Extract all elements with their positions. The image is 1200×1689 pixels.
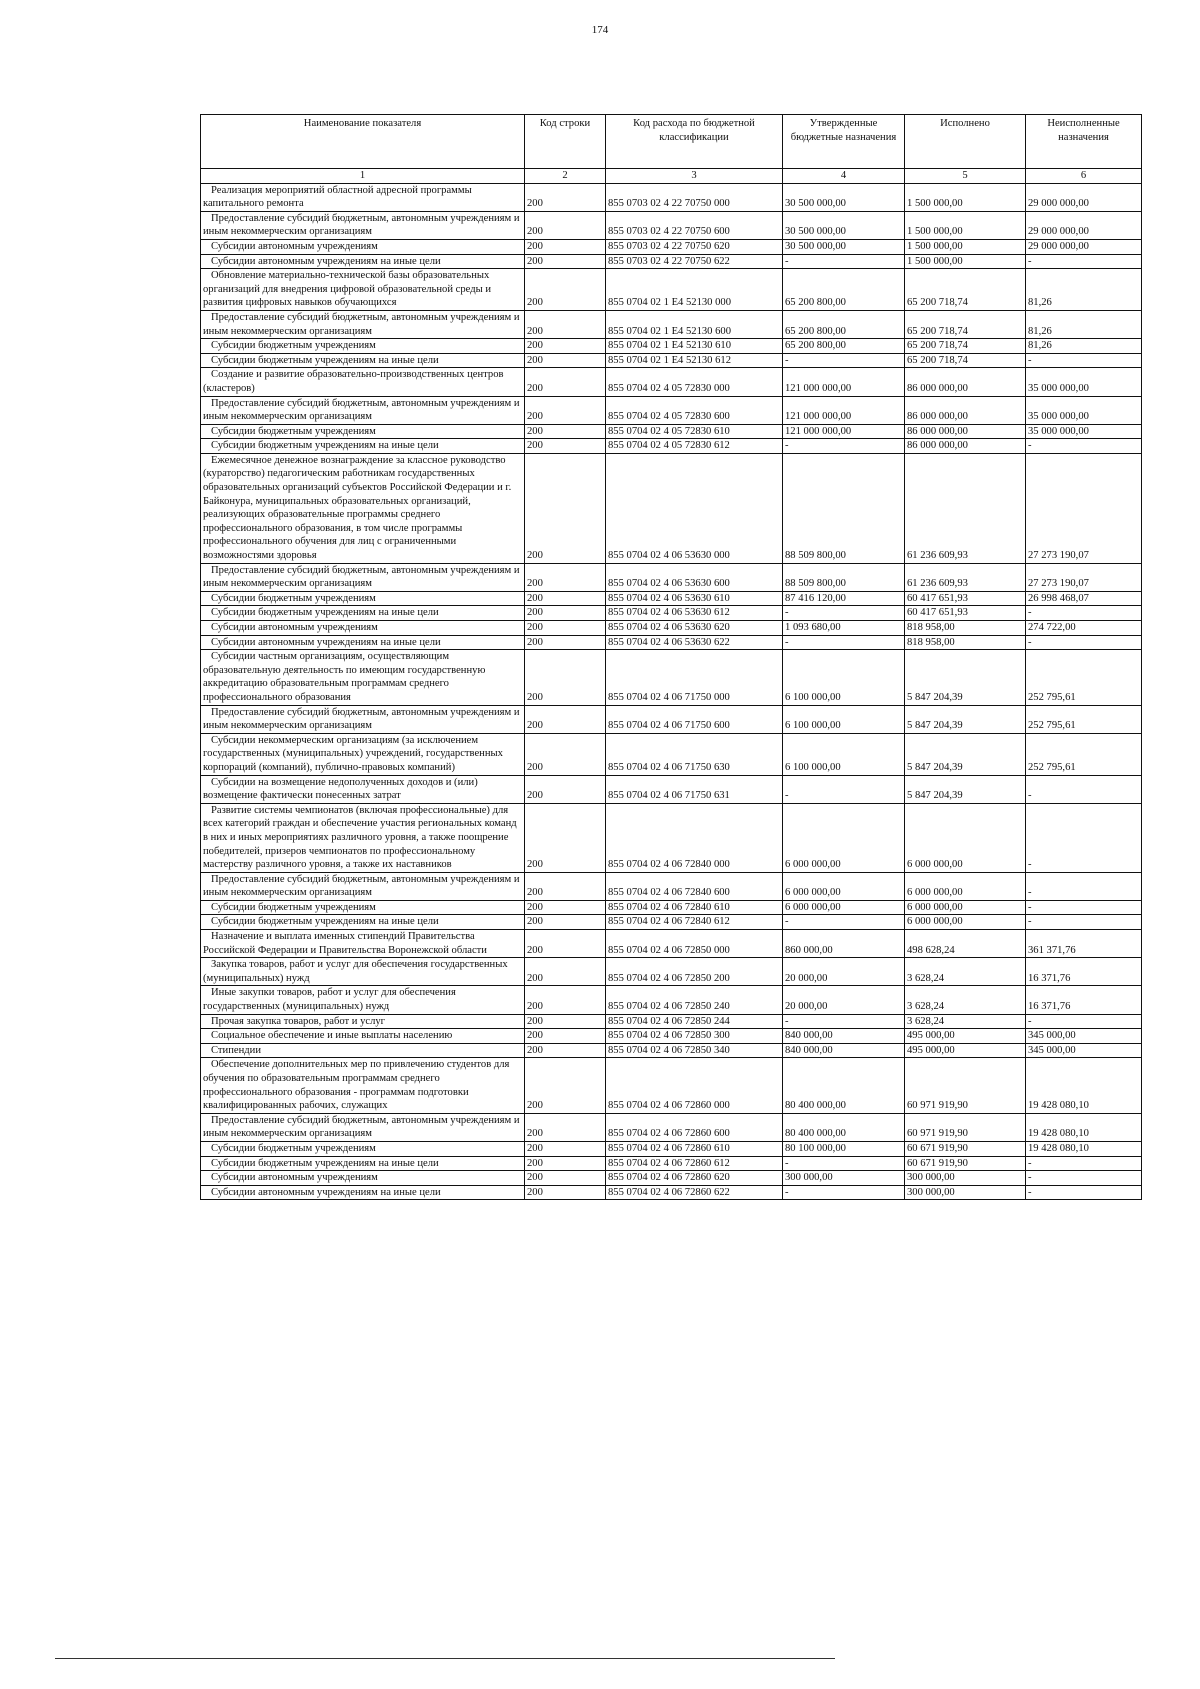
expense-code: 855 0704 02 4 06 72850 300 [606, 1029, 783, 1044]
indicator-name: Субсидии бюджетным учреждениям [201, 1141, 525, 1156]
indicator-name: Обеспечение дополнительных мер по привлечению студентов для обучения по образовательным программам среднего профессионального образования - программам подготовки квалифицированных рабочих, служащих [201, 1058, 525, 1113]
expense-code: 855 0704 02 4 06 53630 612 [606, 606, 783, 621]
executed-amount: 5 847 204,39 [905, 775, 1026, 803]
unexecuted-amount: 16 371,76 [1026, 986, 1142, 1014]
indicator-name: Субсидии автономным учреждениям на иные цели [201, 254, 525, 269]
executed-amount: 1 500 000,00 [905, 211, 1026, 239]
unexecuted-amount: 26 998 468,07 [1026, 591, 1142, 606]
approved-amount: 121 000 000,00 [783, 424, 905, 439]
table-row [201, 211, 1142, 239]
approved-amount: 80 400 000,00 [783, 1058, 905, 1113]
executed-amount: 1 500 000,00 [905, 239, 1026, 254]
column-number: 4 [783, 169, 905, 184]
indicator-name: Предоставление субсидий бюджетным, автономным учреждениям и иным некоммерческим организациям [201, 1113, 525, 1141]
table-row [201, 1043, 1142, 1058]
executed-amount: 300 000,00 [905, 1171, 1026, 1186]
approved-amount: - [783, 635, 905, 650]
expense-code: 855 0704 02 4 06 72840 000 [606, 803, 783, 872]
table-row [201, 635, 1142, 650]
line-code: 200 [525, 606, 606, 621]
table-row [201, 621, 1142, 636]
executed-amount: 60 417 651,93 [905, 591, 1026, 606]
approved-amount: 30 500 000,00 [783, 239, 905, 254]
table-row [201, 803, 1142, 872]
indicator-name: Субсидии бюджетным учреждениям [201, 339, 525, 354]
approved-amount: 6 000 000,00 [783, 900, 905, 915]
unexecuted-amount: - [1026, 1014, 1142, 1029]
page-number: 174 [591, 24, 609, 36]
line-code: 200 [525, 1171, 606, 1186]
table-row [201, 310, 1142, 338]
executed-amount: 86 000 000,00 [905, 396, 1026, 424]
indicator-name: Закупка товаров, работ и услуг для обеспечения государственных (муниципальных) нужд [201, 958, 525, 986]
table-row [201, 650, 1142, 705]
indicator-name: Назначение и выплата именных стипендий Правительства Российской Федерации и Правительства Воронежской области [201, 930, 525, 958]
indicator-name: Субсидии бюджетным учреждениям на иные цели [201, 1156, 525, 1171]
expense-code: 855 0704 02 4 06 72860 610 [606, 1141, 783, 1156]
line-code: 200 [525, 591, 606, 606]
approved-amount: 1 093 680,00 [783, 621, 905, 636]
line-code: 200 [525, 254, 606, 269]
approved-amount: 840 000,00 [783, 1029, 905, 1044]
line-code: 200 [525, 775, 606, 803]
indicator-name: Предоставление субсидий бюджетным, автономным учреждениям и иным некоммерческим организациям [201, 563, 525, 591]
expense-code: 855 0703 02 4 22 70750 620 [606, 239, 783, 254]
indicator-name: Предоставление субсидий бюджетным, автономным учреждениям и иным некоммерческим организациям [201, 211, 525, 239]
unexecuted-amount: - [1026, 872, 1142, 900]
table-row [201, 396, 1142, 424]
expense-code: 855 0704 02 4 06 53630 620 [606, 621, 783, 636]
expense-code: 855 0704 02 1 E4 52130 610 [606, 339, 783, 354]
table-row [201, 705, 1142, 733]
executed-amount: 3 628,24 [905, 1014, 1026, 1029]
unexecuted-amount: 19 428 080,10 [1026, 1113, 1142, 1141]
approved-amount: 80 400 000,00 [783, 1113, 905, 1141]
indicator-name: Субсидии автономным учреждениям на иные цели [201, 1185, 525, 1200]
line-code: 200 [525, 211, 606, 239]
column-number: 6 [1026, 169, 1142, 184]
table-row [201, 1113, 1142, 1141]
unexecuted-amount: - [1026, 1156, 1142, 1171]
executed-amount: 60 671 919,90 [905, 1156, 1026, 1171]
expense-code: 855 0703 02 4 22 70750 000 [606, 183, 783, 211]
approved-amount: 6 100 000,00 [783, 650, 905, 705]
table-row [201, 439, 1142, 454]
executed-amount: 65 200 718,74 [905, 339, 1026, 354]
table-row [201, 254, 1142, 269]
unexecuted-amount: 29 000 000,00 [1026, 239, 1142, 254]
approved-amount: - [783, 1156, 905, 1171]
unexecuted-amount: 29 000 000,00 [1026, 211, 1142, 239]
unexecuted-amount: 35 000 000,00 [1026, 424, 1142, 439]
table-row [201, 1156, 1142, 1171]
executed-amount: 5 847 204,39 [905, 733, 1026, 775]
header-indicator-name: Наименование показателя [201, 115, 525, 169]
unexecuted-amount: - [1026, 353, 1142, 368]
expense-code: 855 0704 02 4 06 53630 610 [606, 591, 783, 606]
table-row [201, 930, 1142, 958]
table-body [201, 183, 1142, 1200]
indicator-name: Субсидии бюджетным учреждениям на иные цели [201, 606, 525, 621]
unexecuted-amount: 81,26 [1026, 269, 1142, 311]
unexecuted-amount: 252 795,61 [1026, 650, 1142, 705]
approved-amount: 87 416 120,00 [783, 591, 905, 606]
approved-amount: - [783, 439, 905, 454]
table-row [201, 339, 1142, 354]
line-code: 200 [525, 915, 606, 930]
expense-code: 855 0704 02 4 06 71750 000 [606, 650, 783, 705]
line-code: 200 [525, 563, 606, 591]
line-code: 200 [525, 1141, 606, 1156]
unexecuted-amount: 27 273 190,07 [1026, 453, 1142, 563]
unexecuted-amount: 35 000 000,00 [1026, 396, 1142, 424]
line-code: 200 [525, 958, 606, 986]
table-row [201, 986, 1142, 1014]
approved-amount: 30 500 000,00 [783, 183, 905, 211]
line-code: 200 [525, 733, 606, 775]
unexecuted-amount: 274 722,00 [1026, 621, 1142, 636]
line-code: 200 [525, 803, 606, 872]
indicator-name: Субсидии автономным учреждениям [201, 621, 525, 636]
unexecuted-amount: - [1026, 803, 1142, 872]
line-code: 200 [525, 453, 606, 563]
executed-amount: 65 200 718,74 [905, 269, 1026, 311]
expense-code: 855 0704 02 4 06 72840 612 [606, 915, 783, 930]
executed-amount: 6 000 000,00 [905, 872, 1026, 900]
column-number: 5 [905, 169, 1026, 184]
line-code: 200 [525, 705, 606, 733]
expense-code: 855 0704 02 4 06 72860 620 [606, 1171, 783, 1186]
indicator-name: Субсидии бюджетным учреждениям на иные цели [201, 915, 525, 930]
approved-amount: - [783, 606, 905, 621]
indicator-name: Субсидии автономным учреждениям [201, 1171, 525, 1186]
indicator-name: Ежемесячное денежное вознаграждение за классное руководство (кураторство) педагогическим работникам государственных образовательных организаций субъектов Российской Федерации и г. Байконура, муниципальных образовательных организаций, реализующих образовательные программы среднего профессионального образования, в том числе программы профессионального обучения для лиц с ограниченными возможностями здоровья [201, 453, 525, 563]
line-code: 200 [525, 1029, 606, 1044]
executed-amount: 60 417 651,93 [905, 606, 1026, 621]
line-code: 200 [525, 239, 606, 254]
executed-amount: 818 958,00 [905, 635, 1026, 650]
executed-amount: 60 971 919,90 [905, 1113, 1026, 1141]
column-number: 3 [606, 169, 783, 184]
line-code: 200 [525, 1014, 606, 1029]
expense-code: 855 0704 02 4 06 72850 244 [606, 1014, 783, 1029]
table-row [201, 368, 1142, 396]
expense-code: 855 0704 02 4 06 71750 631 [606, 775, 783, 803]
unexecuted-amount: 29 000 000,00 [1026, 183, 1142, 211]
expense-code: 855 0704 02 4 06 72860 622 [606, 1185, 783, 1200]
indicator-name: Социальное обеспечение и иные выплаты населению [201, 1029, 525, 1044]
indicator-name: Субсидии бюджетным учреждениям на иные цели [201, 353, 525, 368]
column-number: 1 [201, 169, 525, 184]
executed-amount: 300 000,00 [905, 1185, 1026, 1200]
unexecuted-amount: - [1026, 915, 1142, 930]
line-code: 200 [525, 339, 606, 354]
table-row [201, 775, 1142, 803]
executed-amount: 1 500 000,00 [905, 254, 1026, 269]
executed-amount: 498 628,24 [905, 930, 1026, 958]
approved-amount: - [783, 1185, 905, 1200]
table-row [201, 915, 1142, 930]
indicator-name: Субсидии бюджетным учреждениям [201, 900, 525, 915]
executed-amount: 495 000,00 [905, 1043, 1026, 1058]
executed-amount: 60 671 919,90 [905, 1141, 1026, 1156]
executed-amount: 86 000 000,00 [905, 439, 1026, 454]
table-row [201, 606, 1142, 621]
approved-amount: 65 200 800,00 [783, 310, 905, 338]
approved-amount: 65 200 800,00 [783, 269, 905, 311]
approved-amount: - [783, 1014, 905, 1029]
table-row [201, 900, 1142, 915]
line-code: 200 [525, 183, 606, 211]
table-row [201, 1185, 1142, 1200]
table-row [201, 239, 1142, 254]
table-header [201, 115, 1142, 184]
expense-code: 855 0703 02 4 22 70750 622 [606, 254, 783, 269]
indicator-name: Субсидии автономным учреждениям [201, 239, 525, 254]
executed-amount: 61 236 609,93 [905, 453, 1026, 563]
unexecuted-amount: - [1026, 439, 1142, 454]
unexecuted-amount: 16 371,76 [1026, 958, 1142, 986]
expense-code: 855 0704 02 4 06 72860 612 [606, 1156, 783, 1171]
expense-code: 855 0704 02 4 06 72840 610 [606, 900, 783, 915]
indicator-name: Субсидии бюджетным учреждениям [201, 424, 525, 439]
approved-amount: 860 000,00 [783, 930, 905, 958]
table-row [201, 1058, 1142, 1113]
indicator-name: Предоставление субсидий бюджетным, автономным учреждениям и иным некоммерческим организациям [201, 872, 525, 900]
approved-amount: 6 000 000,00 [783, 872, 905, 900]
expense-code: 855 0704 02 4 06 72850 240 [606, 986, 783, 1014]
line-code: 200 [525, 396, 606, 424]
expense-code: 855 0704 02 4 06 72850 000 [606, 930, 783, 958]
unexecuted-amount: 361 371,76 [1026, 930, 1142, 958]
executed-amount: 6 000 000,00 [905, 900, 1026, 915]
expense-code: 855 0704 02 1 E4 52130 612 [606, 353, 783, 368]
approved-amount: 88 509 800,00 [783, 453, 905, 563]
indicator-name: Субсидии некоммерческим организациям (за исключением государственных (муниципальных) учреждений, государственных корпораций (компаний), публично-правовых компаний) [201, 733, 525, 775]
header-approved: Утвержденные бюджетные назначения [783, 115, 905, 169]
line-code: 200 [525, 1156, 606, 1171]
table-row [201, 353, 1142, 368]
indicator-name: Предоставление субсидий бюджетным, автономным учреждениям и иным некоммерческим организациям [201, 396, 525, 424]
indicator-name: Реализация мероприятий областной адресной программы капитального ремонта [201, 183, 525, 211]
indicator-name: Субсидии частным организациям, осуществляющим образовательную деятельность по имеющим государственную аккредитацию образовательным программам среднего профессионального образования [201, 650, 525, 705]
approved-amount: 30 500 000,00 [783, 211, 905, 239]
executed-amount: 5 847 204,39 [905, 650, 1026, 705]
unexecuted-amount: - [1026, 254, 1142, 269]
approved-amount: - [783, 775, 905, 803]
line-code: 200 [525, 310, 606, 338]
line-code: 200 [525, 1043, 606, 1058]
column-numbers-row [201, 169, 1142, 184]
approved-amount: - [783, 353, 905, 368]
approved-amount: 6 000 000,00 [783, 803, 905, 872]
approved-amount: 6 100 000,00 [783, 705, 905, 733]
line-code: 200 [525, 368, 606, 396]
expense-code: 855 0704 02 4 06 53630 000 [606, 453, 783, 563]
unexecuted-amount: - [1026, 1171, 1142, 1186]
expense-code: 855 0704 02 1 E4 52130 600 [606, 310, 783, 338]
line-code: 200 [525, 1185, 606, 1200]
line-code: 200 [525, 439, 606, 454]
expense-code: 855 0704 02 4 06 72840 600 [606, 872, 783, 900]
approved-amount: 121 000 000,00 [783, 368, 905, 396]
line-code: 200 [525, 900, 606, 915]
unexecuted-amount: 19 428 080,10 [1026, 1141, 1142, 1156]
table-row [201, 1171, 1142, 1186]
column-number: 2 [525, 169, 606, 184]
expense-code: 855 0704 02 4 06 72850 340 [606, 1043, 783, 1058]
executed-amount: 5 847 204,39 [905, 705, 1026, 733]
expense-code: 855 0704 02 4 05 72830 612 [606, 439, 783, 454]
executed-amount: 495 000,00 [905, 1029, 1026, 1044]
unexecuted-amount: 81,26 [1026, 310, 1142, 338]
expense-code: 855 0704 02 4 06 72860 000 [606, 1058, 783, 1113]
indicator-name: Создание и развитие образовательно-производственных центров (кластеров) [201, 368, 525, 396]
executed-amount: 86 000 000,00 [905, 368, 1026, 396]
expense-code: 855 0704 02 4 06 53630 600 [606, 563, 783, 591]
line-code: 200 [525, 872, 606, 900]
approved-amount: 20 000,00 [783, 986, 905, 1014]
executed-amount: 65 200 718,74 [905, 310, 1026, 338]
unexecuted-amount: - [1026, 635, 1142, 650]
header-expense-code: Код расхода по бюджетной классификации [606, 115, 783, 169]
indicator-name: Предоставление субсидий бюджетным, автономным учреждениям и иным некоммерческим организациям [201, 310, 525, 338]
indicator-name: Субсидии бюджетным учреждениям [201, 591, 525, 606]
approved-amount: 88 509 800,00 [783, 563, 905, 591]
executed-amount: 3 628,24 [905, 958, 1026, 986]
executed-amount: 3 628,24 [905, 986, 1026, 1014]
executed-amount: 65 200 718,74 [905, 353, 1026, 368]
expense-code: 855 0704 02 4 06 53630 622 [606, 635, 783, 650]
unexecuted-amount: 81,26 [1026, 339, 1142, 354]
approved-amount: 300 000,00 [783, 1171, 905, 1186]
table-row [201, 872, 1142, 900]
approved-amount: 80 100 000,00 [783, 1141, 905, 1156]
approved-amount: 65 200 800,00 [783, 339, 905, 354]
table-row [201, 183, 1142, 211]
line-code: 200 [525, 650, 606, 705]
unexecuted-amount: - [1026, 606, 1142, 621]
indicator-name: Предоставление субсидий бюджетным, автономным учреждениям и иным некоммерческим организациям [201, 705, 525, 733]
budget-execution-table [200, 114, 1142, 1200]
expense-code: 855 0704 02 4 05 72830 600 [606, 396, 783, 424]
indicator-name: Субсидии на возмещение недополученных доходов и (или) возмещение фактически понесенных затрат [201, 775, 525, 803]
executed-amount: 60 971 919,90 [905, 1058, 1026, 1113]
table-row [201, 1029, 1142, 1044]
header-unexecuted: Неисполненные назначения [1026, 115, 1142, 169]
expense-code: 855 0704 02 4 06 71750 600 [606, 705, 783, 733]
header-line-code: Код строки [525, 115, 606, 169]
unexecuted-amount: - [1026, 775, 1142, 803]
page-bottom-rule [55, 1658, 835, 1659]
expense-code: 855 0704 02 4 05 72830 610 [606, 424, 783, 439]
table-row [201, 269, 1142, 311]
indicator-name: Развитие системы чемпионатов (включая профессиональные) для всех категорий граждан и обеспечение участия региональных команд в них и иных мероприятиях различного уровня, а также поощрение победителей, призеров чемпионатов по профессиональному мастерству различного уровня, а также их наставников [201, 803, 525, 872]
indicator-name: Субсидии бюджетным учреждениям на иные цели [201, 439, 525, 454]
unexecuted-amount: 345 000,00 [1026, 1029, 1142, 1044]
executed-amount: 6 000 000,00 [905, 803, 1026, 872]
table-row [201, 1141, 1142, 1156]
executed-amount: 61 236 609,93 [905, 563, 1026, 591]
expense-code: 855 0704 02 4 05 72830 000 [606, 368, 783, 396]
unexecuted-amount: 19 428 080,10 [1026, 1058, 1142, 1113]
expense-code: 855 0704 02 1 E4 52130 000 [606, 269, 783, 311]
approved-amount: 6 100 000,00 [783, 733, 905, 775]
line-code: 200 [525, 621, 606, 636]
table-row [201, 563, 1142, 591]
executed-amount: 818 958,00 [905, 621, 1026, 636]
table-row [201, 733, 1142, 775]
line-code: 200 [525, 930, 606, 958]
line-code: 200 [525, 269, 606, 311]
line-code: 200 [525, 424, 606, 439]
approved-amount: - [783, 254, 905, 269]
table-row [201, 591, 1142, 606]
executed-amount: 1 500 000,00 [905, 183, 1026, 211]
expense-code: 855 0703 02 4 22 70750 600 [606, 211, 783, 239]
line-code: 200 [525, 1113, 606, 1141]
unexecuted-amount: 252 795,61 [1026, 733, 1142, 775]
indicator-name: Стипендии [201, 1043, 525, 1058]
unexecuted-amount: - [1026, 900, 1142, 915]
expense-code: 855 0704 02 4 06 72860 600 [606, 1113, 783, 1141]
executed-amount: 86 000 000,00 [905, 424, 1026, 439]
line-code: 200 [525, 635, 606, 650]
indicator-name: Иные закупки товаров, работ и услуг для обеспечения государственных (муниципальных) нужд [201, 986, 525, 1014]
executed-amount: 6 000 000,00 [905, 915, 1026, 930]
approved-amount: - [783, 915, 905, 930]
expense-code: 855 0704 02 4 06 71750 630 [606, 733, 783, 775]
unexecuted-amount: 27 273 190,07 [1026, 563, 1142, 591]
approved-amount: 121 000 000,00 [783, 396, 905, 424]
table-row [201, 1014, 1142, 1029]
unexecuted-amount: - [1026, 1185, 1142, 1200]
approved-amount: 840 000,00 [783, 1043, 905, 1058]
indicator-name: Субсидии автономным учреждениям на иные цели [201, 635, 525, 650]
table-row [201, 453, 1142, 563]
approved-amount: 20 000,00 [783, 958, 905, 986]
expense-code: 855 0704 02 4 06 72850 200 [606, 958, 783, 986]
line-code: 200 [525, 986, 606, 1014]
line-code: 200 [525, 1058, 606, 1113]
unexecuted-amount: 345 000,00 [1026, 1043, 1142, 1058]
unexecuted-amount: 252 795,61 [1026, 705, 1142, 733]
indicator-name: Обновление материально-технической базы образовательных организаций для внедрения цифровой образовательной среды и развития цифровых навыков обучающихся [201, 269, 525, 311]
indicator-name: Прочая закупка товаров, работ и услуг [201, 1014, 525, 1029]
table-row [201, 958, 1142, 986]
line-code: 200 [525, 353, 606, 368]
header-executed: Исполнено [905, 115, 1026, 169]
table-row [201, 424, 1142, 439]
unexecuted-amount: 35 000 000,00 [1026, 368, 1142, 396]
